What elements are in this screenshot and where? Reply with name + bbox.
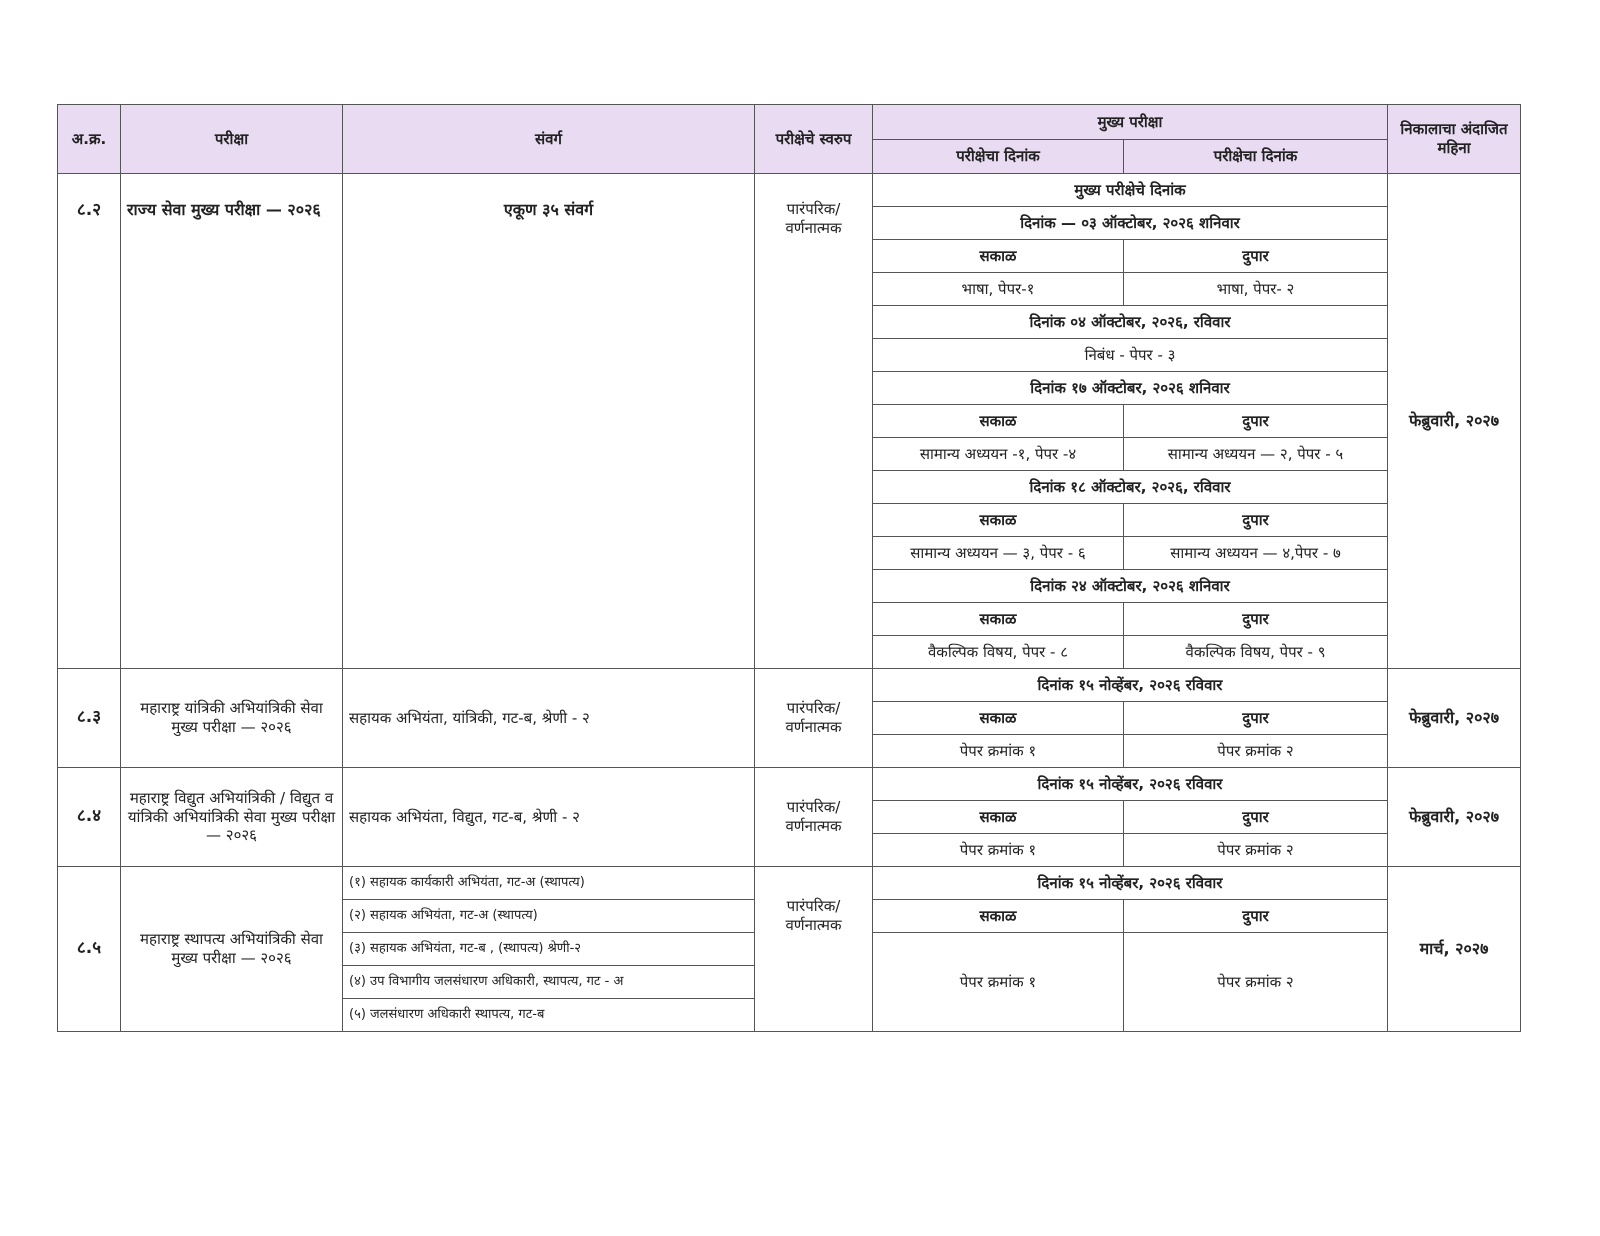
session-afternoon: दुपार <box>1124 603 1388 636</box>
header-date-a: परीक्षेचा दिनांक <box>873 140 1124 174</box>
cadre-item: (२) सहायक अभियंता, गट-अ (स्थापत्य) <box>343 900 755 933</box>
session-morning: सकाळ <box>873 801 1124 834</box>
table-row <box>58 669 1521 702</box>
row-sno: ८.४ <box>58 768 121 867</box>
session-morning: सकाळ <box>873 504 1124 537</box>
row-cadre: सहायक अभियंता, यांत्रिकी, गट-ब, श्रेणी - २ <box>343 669 755 768</box>
table-row <box>58 174 1521 207</box>
session-afternoon: दुपार <box>1124 504 1388 537</box>
session-morning: सकाळ <box>873 900 1124 933</box>
row-cadre: एकूण ३५ संवर्ग <box>343 174 755 669</box>
header-sno: अ.क्र. <box>58 105 121 174</box>
paper-afternoon: पेपर क्रमांक २ <box>1124 735 1388 768</box>
header-nature: परीक्षेचे स्वरुप <box>755 105 873 174</box>
row-exam: महाराष्ट्र यांत्रिकी अभियांत्रिकी सेवा मुख्य परीक्षा — २०२६ <box>121 669 343 768</box>
cadre-item: (३) सहायक अभियंता, गट-ब , (स्थापत्य) श्रेणी-२ <box>343 933 755 966</box>
cadre-item: (५) जलसंधारण अधिकारी स्थापत्य, गट-ब <box>343 999 755 1032</box>
session-afternoon: दुपार <box>1124 702 1388 735</box>
row-result-month: मार्च, २०२७ <box>1388 867 1521 1032</box>
exam-date: दिनांक १५ नोव्हेंबर, २०२६ रविवार <box>873 768 1388 801</box>
session-afternoon: दुपार <box>1124 240 1388 273</box>
row-result-month: फेब्रुवारी, २०२७ <box>1388 174 1521 669</box>
row-exam: महाराष्ट्र स्थापत्य अभियांत्रिकी सेवा मुख्य परीक्षा — २०२६ <box>121 867 343 1032</box>
paper-afternoon: पेपर क्रमांक २ <box>1124 834 1388 867</box>
paper-afternoon: वैकल्पिक विषय, पेपर - ९ <box>1124 636 1388 669</box>
table-row <box>58 768 1521 801</box>
header-main-exam: मुख्य परीक्षा <box>873 105 1388 140</box>
header-cadre: संवर्ग <box>343 105 755 174</box>
header-row <box>58 105 1521 140</box>
exam-schedule-table <box>57 104 1521 1032</box>
paper-morning: सामान्य अध्ययन — ३, पेपर - ६ <box>873 537 1124 570</box>
session-morning: सकाळ <box>873 405 1124 438</box>
session-afternoon: दुपार <box>1124 801 1388 834</box>
paper-morning: पेपर क्रमांक १ <box>873 933 1124 1032</box>
paper-afternoon: सामान्य अध्ययन — ४,पेपर - ७ <box>1124 537 1388 570</box>
paper-morning: सामान्य अध्ययन -१, पेपर -४ <box>873 438 1124 471</box>
exam-date: दिनांक १५ नोव्हेंबर, २०२६ रविवार <box>873 669 1388 702</box>
row-exam: राज्य सेवा मुख्य परीक्षा — २०२६ <box>121 174 343 669</box>
paper-afternoon: भाषा, पेपर- २ <box>1124 273 1388 306</box>
schedule-title: मुख्य परीक्षेचे दिनांक <box>873 174 1388 207</box>
paper-afternoon: पेपर क्रमांक २ <box>1124 933 1388 1032</box>
row-sno: ८.५ <box>58 867 121 1032</box>
session-afternoon: दुपार <box>1124 900 1388 933</box>
header-result-month: निकालाचा अंदाजित महिना <box>1388 105 1521 174</box>
row-nature: पारंपरिक/ वर्णनात्मक <box>755 174 873 669</box>
row-nature: पारंपरिक/ वर्णनात्मक <box>755 867 873 1032</box>
session-morning: सकाळ <box>873 240 1124 273</box>
session-afternoon: दुपार <box>1124 405 1388 438</box>
exam-date: दिनांक १८ ऑक्टोबर, २०२६, रविवार <box>873 471 1388 504</box>
header-exam: परीक्षा <box>121 105 343 174</box>
paper-morning: पेपर क्रमांक १ <box>873 834 1124 867</box>
row-sno: ८.३ <box>58 669 121 768</box>
table-row <box>58 867 1521 900</box>
paper-morning: भाषा, पेपर-१ <box>873 273 1124 306</box>
cadre-item: (४) उप विभागीय जलसंधारण अधिकारी, स्थापत्य, गट - अ <box>343 966 755 999</box>
exam-date: दिनांक — ०३ ऑक्टोबर, २०२६ शनिवार <box>873 207 1388 240</box>
exam-date: दिनांक १५ नोव्हेंबर, २०२६ रविवार <box>873 867 1388 900</box>
row-nature: पारंपरिक/ वर्णनात्मक <box>755 768 873 867</box>
exam-date: दिनांक ०४ ऑक्टोबर, २०२६, रविवार <box>873 306 1388 339</box>
row-result-month: फेब्रुवारी, २०२७ <box>1388 669 1521 768</box>
exam-date: दिनांक १७ ऑक्टोबर, २०२६ शनिवार <box>873 372 1388 405</box>
row-result-month: फेब्रुवारी, २०२७ <box>1388 768 1521 867</box>
paper-single: निबंध - पेपर - ३ <box>873 339 1388 372</box>
session-morning: सकाळ <box>873 603 1124 636</box>
row-nature: पारंपरिक/ वर्णनात्मक <box>755 669 873 768</box>
row-exam: महाराष्ट्र विद्युत अभियांत्रिकी / विद्युत व यांत्रिकी अभियांत्रिकी सेवा मुख्य परीक्षा — २०२६ <box>121 768 343 867</box>
paper-morning: वैकल्पिक विषय, पेपर - ८ <box>873 636 1124 669</box>
cadre-item: (१) सहायक कार्यकारी अभियंता, गट-अ (स्थापत्य) <box>343 867 755 900</box>
exam-date: दिनांक २४ ऑक्टोबर, २०२६ शनिवार <box>873 570 1388 603</box>
row-cadre: सहायक अभियंता, विद्युत, गट-ब, श्रेणी - २ <box>343 768 755 867</box>
paper-morning: पेपर क्रमांक १ <box>873 735 1124 768</box>
session-morning: सकाळ <box>873 702 1124 735</box>
row-sno: ८.२ <box>58 174 121 669</box>
paper-afternoon: सामान्य अध्ययन — २, पेपर - ५ <box>1124 438 1388 471</box>
header-date-b: परीक्षेचा दिनांक <box>1124 140 1388 174</box>
